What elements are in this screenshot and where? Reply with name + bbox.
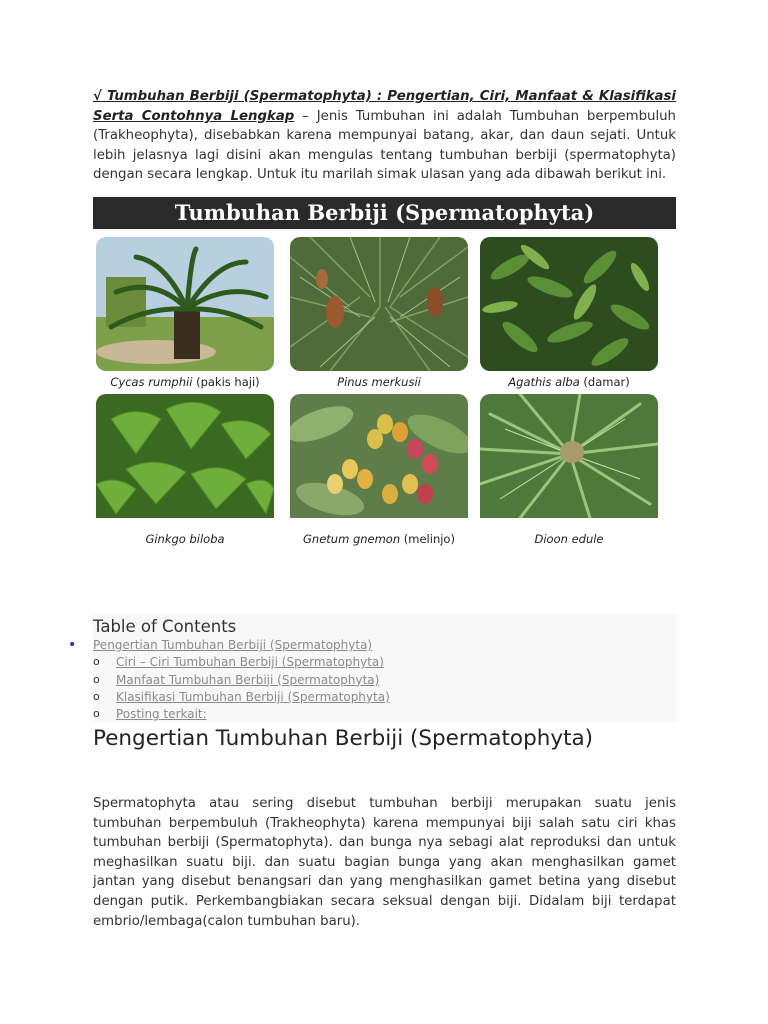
cycas-photo [96,237,274,371]
plant-caption: Dioon edule [534,532,604,546]
toc-item [93,706,677,723]
article-heading-link[interactable]: √ Tumbuhan Berbiji (Spermatophyta) : Pengertian, Ciri, Manfaat & Klasifikasi Serta Contohnya Lengkap [93,89,676,124]
plant-caption: Cycas rumphii (pakis haji) [110,375,260,389]
toc-list [93,637,677,723]
intro-text: – Jenis Tumbuhan ini adalah Tumbuhan berpembuluh (Trakheophyta), disebabkan karena mempunyai batang, akar, dan daun sejati. Untuk lebih jelasnya lagi disini akan mengulas tentang tumbuhan berbiji (spermatophyta) dengan secara lengkap. Untuk itu marilah simak ulasan yang ada dibawah berikut ini. [93,108,676,183]
toc-link-posting-terkait[interactable]: Posting terkait: [116,707,207,722]
plant-caption: Pinus merkusii [337,375,421,389]
ginkgo-photo [96,394,274,528]
plant-pinus-merkusii [290,237,468,389]
agathis-photo [480,237,658,371]
pinus-photo [290,237,468,371]
toc-title: Table of Contents [93,617,237,636]
section-paragraph: Spermatophyta atau sering disebut tumbuhan berbiji merupakan suatu jenis tumbuhan berpembuluh (Trakheophyta) karena mempunyai biji salah satu ciri khas tumbuhan berbiji (Spermatophyta). dan bunga nya sebagi alat reproduksi dan untuk meghasilkan suatu biji. dan suatu bagian bunga yang akan menghasilkan gamet jantan yang disebut benangsari dan yang menghasilkan gamet betina yang disebut dengan putik. Perkembangbiakan secara seksual dengan biji. Didalam biji terdapat embrio/lembaga(calon tumbuhan baru). [93,796,676,929]
plant-cycas-rumphii [96,237,274,389]
plant-caption: Gnetum gnemon (melinjo) [303,532,455,546]
toc-item [93,689,677,706]
toc-link-manfaat[interactable]: Manfaat Tumbuhan Berbiji (Spermatophyta) [116,672,380,687]
plant-caption: Agathis alba (damar) [508,375,630,389]
plant-dioon-edule [480,394,658,546]
figure-banner: Tumbuhan Berbiji (Spermatophyta) [93,197,676,229]
plant-agathis-alba [480,237,658,389]
gnetum-photo [290,394,468,528]
plant-caption: Ginkgo biloba [145,532,225,546]
plant-ginkgo-biloba [96,394,274,546]
section-heading: Pengertian Tumbuhan Berbiji (Spermatophyta) [93,726,594,751]
intro-paragraph [93,87,676,185]
plant-gnetum-gnemon [290,394,468,546]
toc-link-klasifikasi[interactable]: Klasifikasi Tumbuhan Berbiji (Spermatophyta) [116,689,390,704]
toc-item [93,654,677,671]
spermatophyta-figure [93,197,676,546]
toc-link-pengertian[interactable]: Pengertian Tumbuhan Berbiji (Spermatophyta) [93,638,373,652]
dioon-photo [480,394,658,528]
toc-item [93,672,677,689]
table-of-contents [93,614,677,722]
toc-item [93,637,677,654]
toc-link-ciri[interactable]: Ciri – Ciri Tumbuhan Berbiji (Spermatophyta) [116,655,384,670]
